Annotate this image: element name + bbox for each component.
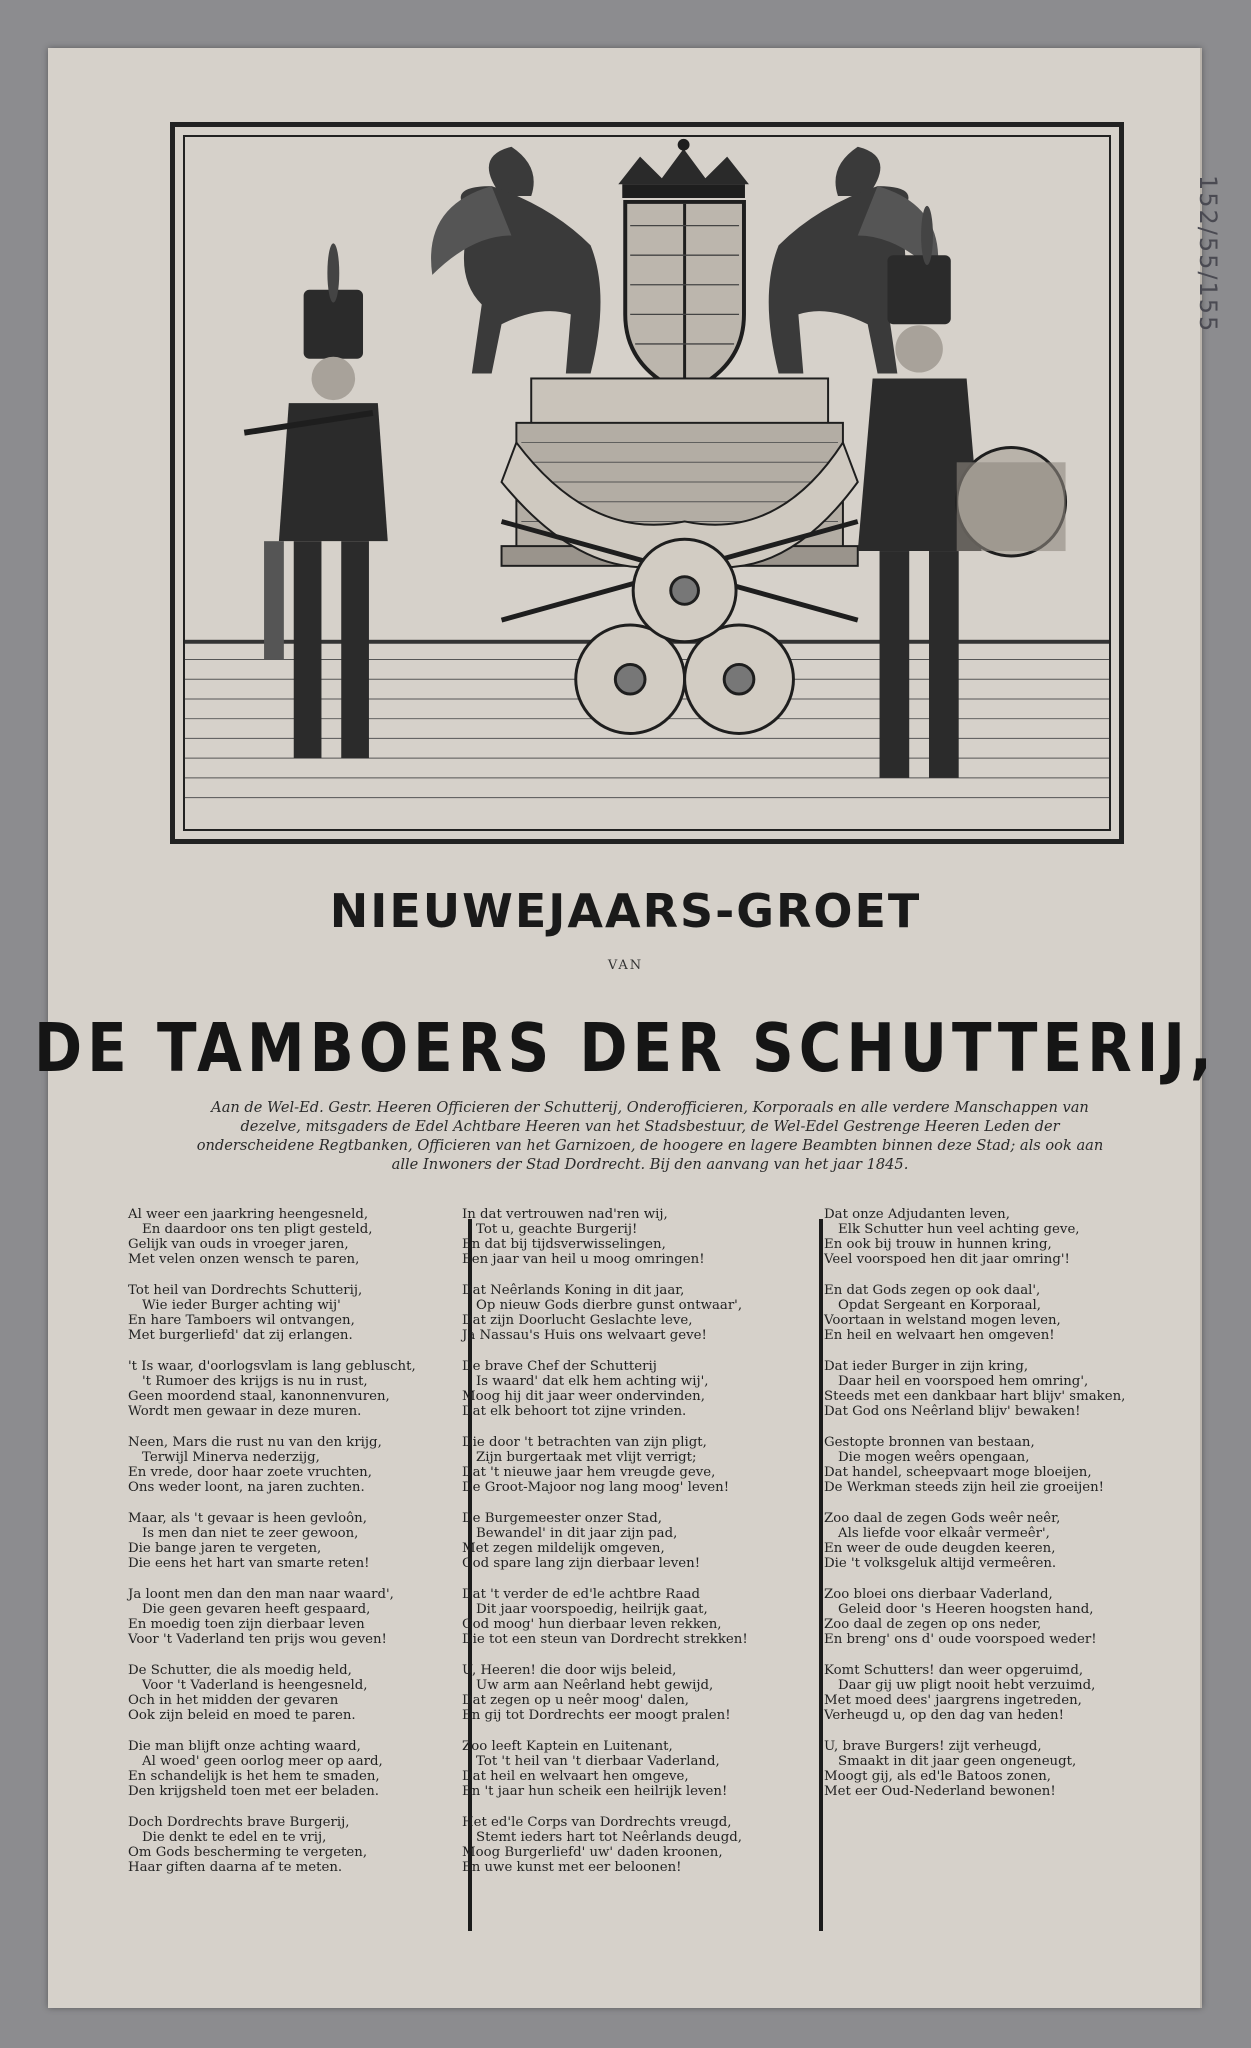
poem-stanza [824, 1663, 1154, 1723]
poem-line: Daar heil en voorspoed hem omring', [838, 1374, 1089, 1389]
poem-line: Ja Nassau's Huis ons welvaart geve! [462, 1328, 707, 1343]
woodcut-engraving [175, 127, 1119, 839]
poem-line: De Werkman steeds zijn heil zie groeijen! [824, 1480, 1105, 1495]
poem-line: En gij tot Dordrechts eer moogt pralen! [462, 1708, 731, 1723]
poem-line: Dat ieder Burger in zijn kring, [824, 1359, 1029, 1374]
poem-stanza [824, 1435, 1154, 1495]
poem-line: Om Gods bescherming te vergeten, [128, 1845, 368, 1860]
poem-line: Dat 't nieuwe jaar hem vreugde geve, [462, 1465, 716, 1480]
poem-line: God moog' hun dierbaar leven rekken, [462, 1617, 722, 1632]
poem-stanza [824, 1587, 1154, 1647]
poem-line: De brave Chef der Schutterij [462, 1359, 657, 1374]
poem-stanza [462, 1511, 792, 1571]
poem-line: Elk Schutter hun veel achting geve, [838, 1222, 1080, 1237]
poem-line: 't Rumoer des krijgs is nu in rust, [142, 1374, 368, 1389]
poem-stanza [128, 1435, 448, 1495]
drum-stack [576, 539, 794, 733]
poem-stanza [462, 1663, 792, 1723]
poem-line: Smaakt in dit jaar geen ongeneugt, [838, 1754, 1077, 1769]
poem-line: Is men dan niet te zeer gewoon, [142, 1526, 359, 1541]
poem-line: Dat elk behoort tot zijne vrinden. [462, 1404, 687, 1419]
poem-line: Die door 't betrachten van zijn pligt, [462, 1435, 707, 1450]
poem-stanza [462, 1207, 792, 1267]
poem-stanza [462, 1587, 792, 1647]
poem-line: En hare Tamboers wil ontvangen, [128, 1313, 355, 1328]
poem-column-2 [462, 1207, 792, 1891]
poem-line: Gestopte bronnen van bestaan, [824, 1435, 1035, 1450]
dedication-paragraph: Aan de Wel-Ed. Gestr. Heeren Officieren der Schutterij, Onderofficieren, Korporaals en alle verdere Manschappen van dezelve, mitsgaders de Edel Achtbare Heeren van het Stadsbestuur, de Wel-Edel Gestrenge Heeren Leden der onderscheidene Regtbanken, Officieren van het Garnizoen, de hoogere en lagere Beambten binnen deze Stad; als ook aan alle Inwoners der Stad Dordrecht. Bij den aanvang van het jaar 1845. [196, 1099, 1104, 1173]
poem-line: Doch Dordrechts brave Burgerij, [128, 1815, 350, 1830]
poem-line: Och in het midden der gevaren [128, 1693, 339, 1708]
column-divider [819, 1219, 823, 1931]
poem-stanza [128, 1511, 448, 1571]
poem-line: Een jaar van heil u moog omringen! [462, 1252, 705, 1267]
poem-line: Ons weder loont, na jaren zuchten. [128, 1480, 365, 1495]
poem-line: Voor 't Vaderland is heengesneld, [142, 1678, 368, 1693]
poem-line: Die bange jaren te vergeten, [128, 1541, 322, 1556]
poem-line: Die denkt te edel en te vrij, [142, 1830, 327, 1845]
poem-line: Tot u, geachte Burgerij! [476, 1222, 638, 1237]
poem-line: Ook zijn beleid en moed te paren. [128, 1708, 356, 1723]
poem-stanza [824, 1359, 1154, 1419]
poem-line: Zoo daal de zegen Gods weêr neêr, [824, 1511, 1061, 1526]
poem-line: En 't jaar hun scheik een heilrijk leven! [462, 1784, 728, 1799]
poem-line: Daar gij uw pligt nooit hebt verzuimd, [838, 1678, 1096, 1693]
subtitle: DE TAMBOERS DER SCHUTTERIJ, [34, 1008, 1217, 1088]
poem-line: Ja loont men dan den man naar waard', [128, 1587, 394, 1602]
poem-line: Dat onze Adjudanten leven, [824, 1207, 1010, 1222]
poem-line: De Schutter, die als moedig held, [128, 1663, 352, 1678]
poem-stanza [824, 1283, 1154, 1343]
poem-stanza [128, 1739, 448, 1799]
poem-stanza [462, 1739, 792, 1799]
poem-line: En breng' ons d' oude voorspoed weder! [824, 1632, 1097, 1647]
main-title: NIEUWEJAARS-GROET [329, 884, 922, 938]
poem-line: Wie ieder Burger achting wij' [142, 1298, 341, 1313]
poem-line: Dat heil en welvaart hen omgeve, [462, 1769, 689, 1784]
poem-line: Dat Neêrlands Koning in dit jaar, [462, 1283, 685, 1298]
poem-stanza [462, 1283, 792, 1343]
poem-line: Maar, als 't gevaar is heen gevloôn, [128, 1511, 367, 1526]
poem-line: Haar giften daarna af te meten. [128, 1860, 343, 1875]
title-connector: VAN [607, 958, 644, 973]
poem-line: U, Heeren! die door wijs beleid, [462, 1663, 677, 1678]
poem-line: Voor 't Vaderland ten prijs wou geven! [128, 1632, 387, 1647]
poem-stanza [824, 1511, 1154, 1571]
poem-column-3 [824, 1207, 1154, 1815]
poem-line: Al weer een jaarkring heengesneld, [128, 1207, 369, 1222]
poem-line: Met zegen mildelijk omgeven, [462, 1541, 665, 1556]
poem-line: Als liefde voor elkaâr vermeêr', [838, 1526, 1050, 1541]
poem-stanza [462, 1815, 792, 1875]
woodcut-illustration [170, 122, 1124, 844]
poem-line: Dat 't verder de ed'le achtbre Raad [462, 1587, 701, 1602]
poem-line: Moog hij dit jaar weer ondervinden, [462, 1389, 705, 1404]
poem-line: Die eens het hart van smarte reten! [128, 1556, 370, 1571]
poem-line: Dat handel, scheepvaart moge bloeijen, [824, 1465, 1092, 1480]
poem-column-1 [128, 1207, 448, 1891]
poem-line: Moog Burgerliefd' uw' daden kroonen, [462, 1845, 723, 1860]
poem-stanza [462, 1435, 792, 1495]
poem-stanza [128, 1283, 448, 1343]
poem-line: Geleid door 's Heeren hoogsten hand, [838, 1602, 1094, 1617]
poem-line: Moogt gij, als ed'le Batoos zonen, [824, 1769, 1052, 1784]
poem-line: God spare lang zijn dierbaar leven! [462, 1556, 701, 1571]
fifer-soldier-figure [244, 243, 387, 758]
poem-line: Dat zegen op u neêr moog' dalen, [462, 1693, 689, 1708]
poem-stanza [824, 1207, 1154, 1267]
poem-line: Uw arm aan Neêrland hebt gewijd, [476, 1678, 714, 1693]
poem-line: Geen moordend staal, kanonnenvuren, [128, 1389, 390, 1404]
poem-line: En dat bij tijdsverwisselingen, [462, 1237, 666, 1252]
poem-line: Bewandel' in dit jaar zijn pad, [476, 1526, 678, 1541]
poem-line: Zoo leeft Kaptein en Luitenant, [462, 1739, 673, 1754]
poem-line: Die 't volksgeluk altijd vermeêren. [824, 1556, 1057, 1571]
poem-line: En dat Gods zegen op ook daal', [824, 1283, 1041, 1298]
poem-line: Die tot een steun van Dordrecht strekken! [462, 1632, 748, 1647]
poem-stanza [462, 1359, 792, 1419]
poem-line: Opdat Sergeant en Korporaal, [838, 1298, 1042, 1313]
archive-number: 152/55/155 [1194, 175, 1222, 334]
poem-line: En ook bij trouw in hunnen kring, [824, 1237, 1052, 1252]
poem-line: Neen, Mars die rust nu van den krijg, [128, 1435, 382, 1450]
drummer-soldier-figure [858, 206, 1066, 778]
poem-line: Tot 't heil van 't dierbaar Vaderland, [476, 1754, 720, 1769]
poem-line: De Groot-Majoor nog lang moog' leven! [462, 1480, 730, 1495]
poem-line: Zijn burgertaak met vlijt verrigt; [476, 1450, 697, 1465]
poem-line: En heil en welvaart hen omgeven! [824, 1328, 1055, 1343]
griffin-left-icon [431, 147, 600, 374]
poem-line: In dat vertrouwen nad'ren wij, [462, 1207, 668, 1222]
poem-line: Den krijgsheld toen met eer beladen. [128, 1784, 379, 1799]
poem-line: En vrede, door haar zoete vruchten, [128, 1465, 372, 1480]
poem-stanza [128, 1587, 448, 1647]
poem-line: En moedig toen zijn dierbaar leven [128, 1617, 365, 1632]
poem-line: Veel voorspoed hen dit jaar omring'! [824, 1252, 1070, 1267]
poem-line: Dit jaar voorspoedig, heilrijk gaat, [476, 1602, 708, 1617]
poem-line: Steeds met een dankbaar hart blijv' smaken, [824, 1389, 1126, 1404]
crown-icon [618, 139, 749, 198]
poem-line: Komt Schutters! dan weer opgeruimd, [824, 1663, 1084, 1678]
poem-columns [128, 1207, 1168, 1927]
poem-stanza [128, 1359, 448, 1419]
poem-line: U, brave Burgers! zijt verheugd, [824, 1739, 1042, 1754]
poem-line: Tot heil van Dordrechts Schutterij, [128, 1283, 363, 1298]
poem-line: Al woed' geen oorlog meer op aard, [142, 1754, 383, 1769]
poem-stanza [824, 1739, 1154, 1799]
poem-line: Op nieuw Gods dierbre gunst ontwaar', [476, 1298, 743, 1313]
poem-line: Dat zijn Doorlucht Geslachte leve, [462, 1313, 693, 1328]
poem-line: Die geen gevaren heeft gespaard, [142, 1602, 371, 1617]
poem-line: En schandelijk is het hem te smaden, [128, 1769, 380, 1784]
poem-line: Die man blijft onze achting waard, [128, 1739, 361, 1754]
poem-line: Dat God ons Neêrland blijv' bewaken! [824, 1404, 1081, 1419]
poem-line: Is waard' dat elk hem achting wij', [476, 1374, 709, 1389]
poem-line: Terwijl Minerva nederzijg, [142, 1450, 320, 1465]
poem-line: Die mogen weêrs opengaan, [838, 1450, 1030, 1465]
poem-line: 't Is waar, d'oorlogsvlam is lang gebluscht, [128, 1359, 416, 1374]
poem-line: Met moed dees' jaargrens ingetreden, [824, 1693, 1082, 1708]
poem-line: En uwe kunst met eer beloonen! [462, 1860, 682, 1875]
poem-line: En daardoor ons ten pligt gesteld, [142, 1222, 373, 1237]
poem-line: Zoo daal de zegen op ons neder, [824, 1617, 1042, 1632]
poem-line: Met velen onzen wensch te paren, [128, 1252, 360, 1267]
poem-line: Zoo bloei ons dierbaar Vaderland, [824, 1587, 1053, 1602]
poem-line: Stemt ieders hart tot Neêrlands deugd, [476, 1830, 742, 1845]
poem-stanza [128, 1207, 448, 1267]
poem-line: De Burgemeester onzer Stad, [462, 1511, 662, 1526]
poem-line: Wordt men gewaar in deze muren. [128, 1404, 362, 1419]
poem-stanza [128, 1663, 448, 1723]
poem-line: Het ed'le Corps van Dordrechts vreugd, [462, 1815, 732, 1830]
poem-line: Met eer Oud-Nederland bewonen! [824, 1784, 1056, 1799]
poem-line: Verheugd u, op den dag van heden! [824, 1708, 1064, 1723]
poem-stanza [128, 1815, 448, 1875]
poem-line: Voortaan in welstand mogen leven, [824, 1313, 1061, 1328]
poem-line: Met burgerliefd' dat zij erlangen. [128, 1328, 353, 1343]
poem-line: Gelijk van ouds in vroeger jaren, [128, 1237, 349, 1252]
poem-line: En weer de oude deugden keeren, [824, 1541, 1056, 1556]
